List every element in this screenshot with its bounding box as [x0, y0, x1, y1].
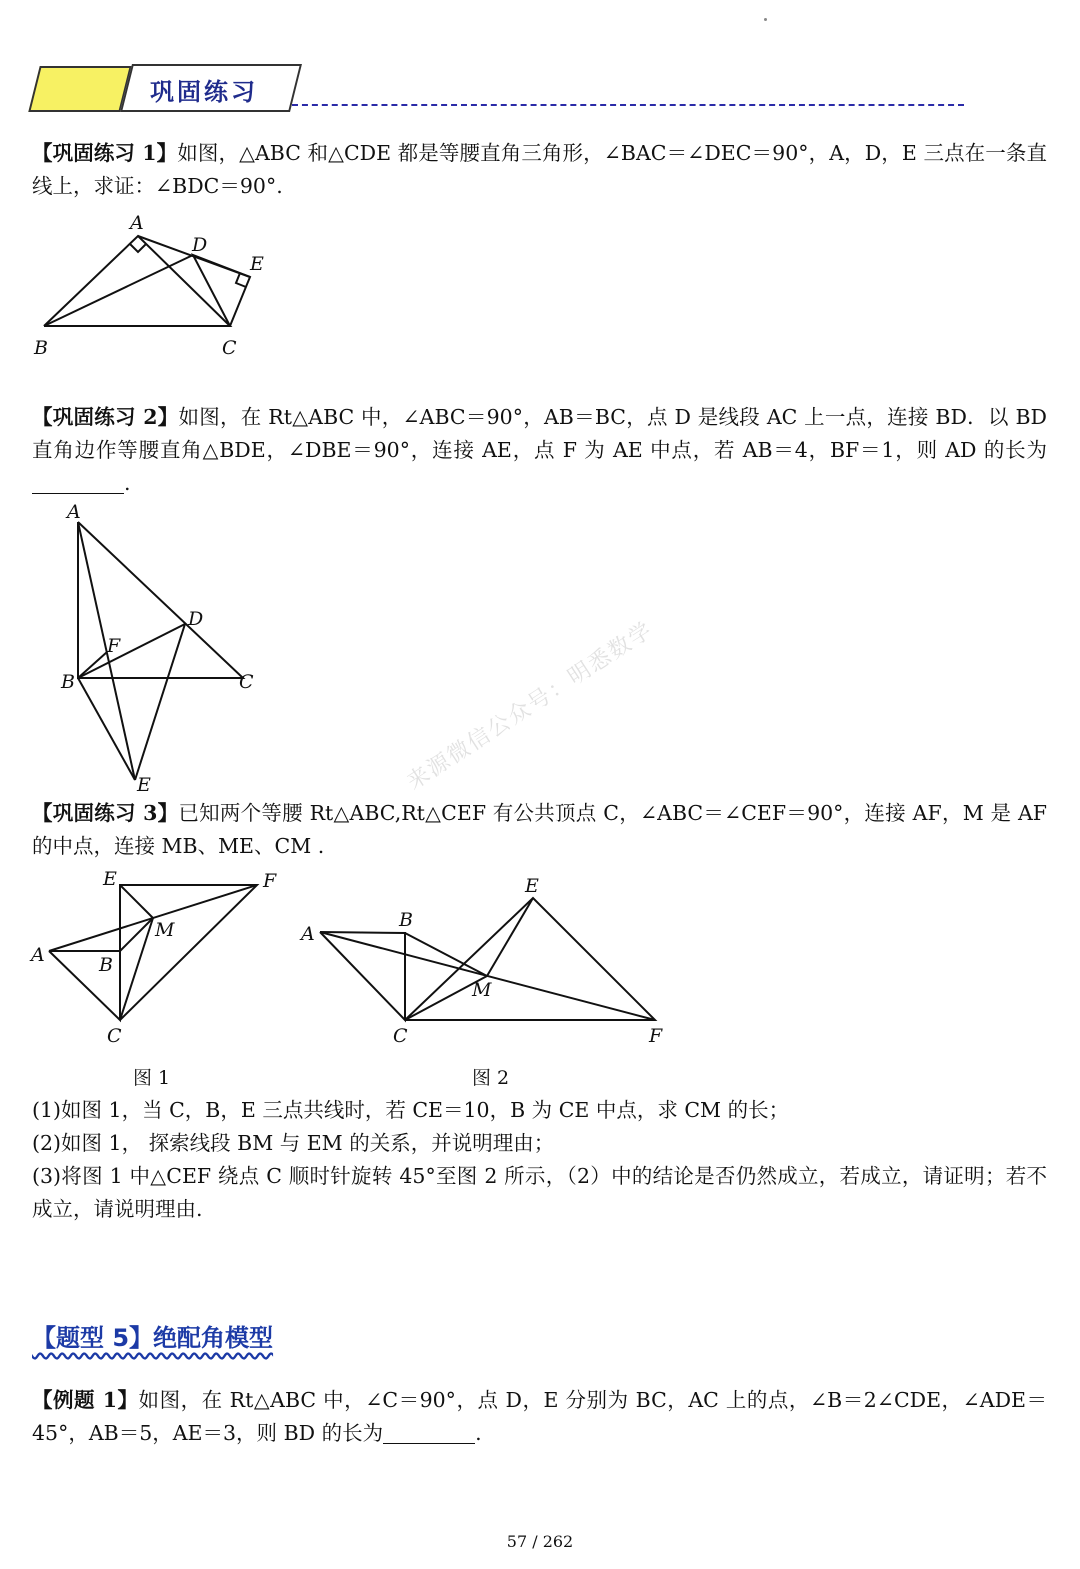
- exercise-3-q2: (2)如图 1， 探索线段 BM 与 EM 的关系，并说明理由；: [32, 1131, 555, 1155]
- exercise-1-text: [32, 137, 1047, 203]
- ex3-f1-label-m: M: [155, 919, 175, 941]
- ex1-label-a: A: [130, 212, 144, 234]
- exercise-3-q3: (3)将图 1 中△CEF 绕点 C 顺时针旋转 45°至图 2 所示，（2）中的结论是否仍然成立，若成立，请证明；若不成立，请说明理由.: [32, 1164, 1047, 1221]
- header-dashed-rule: [292, 104, 964, 106]
- ex2-label-b: B: [61, 671, 75, 693]
- ex2-line-bd: [78, 624, 185, 678]
- ex1-label-b: B: [34, 337, 48, 359]
- ex3-f2-label-b: B: [399, 909, 413, 931]
- ex2-line-de: [135, 624, 185, 780]
- ex2-label-f: F: [107, 635, 121, 657]
- exercise-2-tag: 【巩固练习 2】: [32, 405, 179, 429]
- header-title: 巩固练习: [150, 78, 258, 106]
- ex3-f2-label-e: E: [525, 875, 539, 897]
- answer-blank: [32, 471, 124, 494]
- example-1-text: [32, 1384, 1047, 1450]
- speck: [764, 18, 767, 21]
- ex3-f1-label-a: A: [31, 944, 45, 966]
- ex3-f2-label-c: C: [393, 1025, 408, 1047]
- ex3-f1-label-b: B: [99, 954, 113, 976]
- exercise-2-figure: [55, 500, 275, 800]
- ex3-f2-triangle-cef: [405, 898, 655, 1020]
- example-1-body: 如图，在 Rt△ABC 中，∠C＝90°，点 D，E 分别为 BC，AC 上的点，∠B＝2∠CDE，∠ADE＝45°，AB＝5，AE＝3，则 BD 的长为: [32, 1388, 1047, 1445]
- ex1-line-bd: [44, 255, 193, 326]
- ex2-label-e: E: [137, 774, 151, 796]
- ex3-f2-label-f: F: [649, 1025, 663, 1047]
- exercise-3-figure-2: [295, 870, 685, 1060]
- example-1-tag: 【例题 1】: [32, 1388, 139, 1412]
- figure-1-caption: 图 1: [133, 1067, 171, 1089]
- figure-2-caption: 图 2: [472, 1067, 510, 1089]
- page-number: 57 / 262: [506, 1532, 574, 1551]
- header-yellow-tab: [28, 66, 131, 112]
- ex2-label-c: C: [239, 671, 254, 693]
- watermark: 来源微信公众号：明悉数学: [402, 617, 658, 796]
- exercise-3-text: [32, 797, 1047, 863]
- exercise-3-tag: 【巩固练习 3】: [32, 801, 179, 825]
- ex1-label-c: C: [222, 337, 237, 359]
- ex3-f1-label-c: C: [107, 1025, 122, 1047]
- example-1-end: .: [475, 1421, 482, 1445]
- exercise-1-tag: 【巩固练习 1】: [32, 141, 178, 165]
- ex2-line-be: [78, 678, 135, 780]
- exercise-2-text: [32, 401, 1047, 500]
- ex1-label-e: E: [250, 253, 264, 275]
- exercise-2-body: 如图，在 Rt△ABC 中，∠ABC＝90°，AB＝BC，点 D 是线段 AC 上一点，连接 BD．以 BD 直角边作等腰直角△BDE，∠DBE＝90°，连接 AE，点 F 为 AE 中点，若 AB＝4，BF＝1，则 AD 的长为: [32, 405, 1047, 462]
- ex3-f1-label-f: F: [263, 870, 277, 892]
- ex1-right-angle-a: [130, 244, 146, 252]
- exercise-3-body: 已知两个等腰 Rt△ABC,Rt△CEF 有公共顶点 C，∠ABC＝∠CEF＝90°，连接 AF，M 是 AF 的中点，连接 MB、ME、CM .: [32, 801, 1047, 858]
- ex2-label-a: A: [67, 501, 81, 523]
- exercise-3-figure-1: [25, 865, 295, 1055]
- ex1-label-d: D: [192, 234, 208, 256]
- ex3-f1-label-e: E: [103, 868, 117, 890]
- ex3-f2-label-m: M: [472, 979, 492, 1001]
- ex3-f2-label-a: A: [301, 923, 315, 945]
- ex3-f2-line-em: [487, 898, 533, 976]
- exercise-2-end: .: [124, 471, 131, 495]
- exercise-1-figure: [30, 205, 280, 365]
- ex3-f2-triangle-abc: [320, 932, 405, 1020]
- answer-blank: [383, 1421, 475, 1444]
- ex3-f1-line-em: [120, 885, 153, 918]
- exercise-3-q1: (1)如图 1，当 C，B，E 三点共线时，若 CE＝10，B 为 CE 中点，求 CM 的长；: [32, 1098, 790, 1122]
- exercise-1-body: 如图，△ABC 和△CDE 都是等腰直角三角形，∠BAC＝∠DEC＝90°，A，D，E 三点在一条直线上，求证：∠BDC＝90°.: [32, 141, 1047, 198]
- ex2-label-d: D: [188, 608, 204, 630]
- section-title: 【题型 5】绝配角模型: [32, 1324, 274, 1352]
